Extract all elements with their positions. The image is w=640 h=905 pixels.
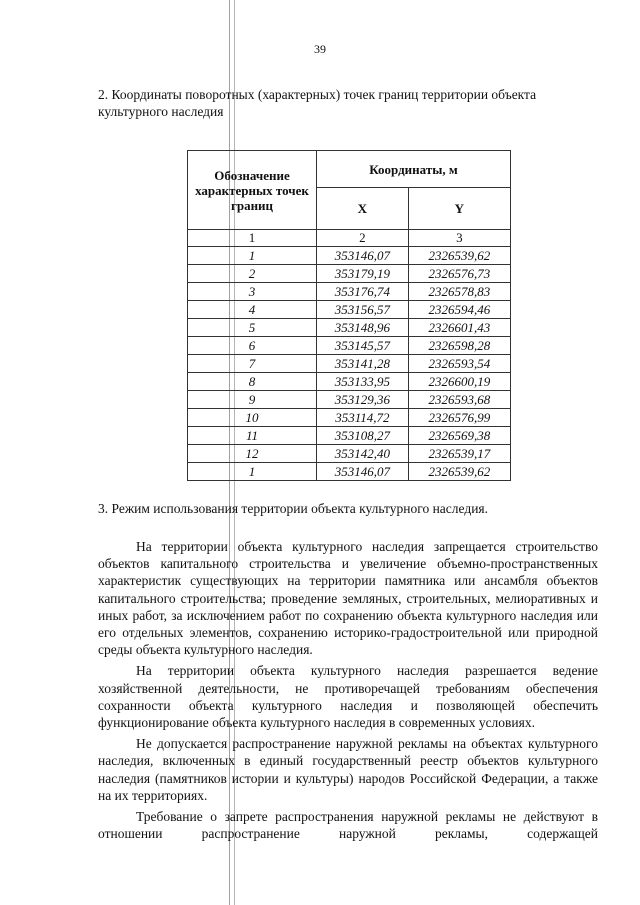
cell-point: 8 — [188, 373, 317, 391]
cell-point: 3 — [188, 283, 317, 301]
paragraph: Требование о запрете распространения наружной рекламы не действуют в отношении распространение наружной рекламы, содержащей — [98, 809, 598, 842]
cell-x: 353179,19 — [317, 265, 409, 283]
cell-y: 2326569,38 — [408, 427, 510, 445]
cell-x: 353108,27 — [317, 427, 409, 445]
cell-point: 11 — [188, 427, 317, 445]
cell-point: 10 — [188, 409, 317, 427]
table-row — [188, 301, 511, 319]
cell-point: 5 — [188, 319, 317, 337]
cell-point: 4 — [188, 301, 317, 319]
header-x: X — [317, 188, 409, 230]
table-row — [188, 427, 511, 445]
table-row — [188, 355, 511, 373]
table-row — [188, 319, 511, 337]
section-3-title: 3. Режим использования территории объекта культурного наследия. — [98, 501, 489, 516]
cell-y: 2326601,43 — [408, 319, 510, 337]
cell-y: 2326539,17 — [408, 445, 510, 463]
header-point-label: Обозначение характерных точек границ — [188, 151, 317, 230]
header-coordinates: Координаты, м — [317, 151, 511, 188]
header-y: Y — [408, 188, 510, 230]
cell-y: 2326593,68 — [408, 391, 510, 409]
paragraph: На территории объекта культурного наследия разрешается ведение хозяйственной деятельности, не противоречащей требованиям обеспечения сохранности объекта культурного наследия и позволяющей обеспечить функционирование объекта культурного наследия в современных условиях. — [98, 663, 598, 731]
cell-point: 9 — [188, 391, 317, 409]
cell-x: 353146,07 — [317, 463, 409, 481]
table-row — [188, 445, 511, 463]
table-row — [188, 409, 511, 427]
cell-point: 6 — [188, 337, 317, 355]
cell-x: 353133,95 — [317, 373, 409, 391]
cell-x: 353129,36 — [317, 391, 409, 409]
cell-point: 1 — [188, 247, 317, 265]
table-row — [188, 373, 511, 391]
numbering-cell: 2 — [317, 230, 409, 247]
cell-y: 2326600,19 — [408, 373, 510, 391]
cell-x: 353146,07 — [317, 247, 409, 265]
paragraph: На территории объекта культурного наследия запрещается строительство объектов капитального строительства и увеличение объемно-пространственных характеристик существующих на территории памятника или ансамбля объектов капитального строительства; проведение земляных, строительных, мелиоративных и иных работ, за исключением работ по сохранению объекта культурного наследия или его отдельных элементов, сохранению историко-градостроительной или природной среды объекта культурного наследия. — [98, 539, 598, 658]
paragraph: Не допускается распространение наружной рекламы на объектах культурного наследия, включенных в единый государственный реестр объектов культурного наследия (памятников истории и культуры) народов Российской Федерации, а также на их территориях. — [98, 736, 598, 803]
cell-y: 2326539,62 — [408, 463, 510, 481]
numbering-row — [188, 230, 511, 247]
table-row — [188, 265, 511, 283]
numbering-cell: 1 — [188, 230, 317, 247]
cell-y: 2326593,54 — [408, 355, 510, 373]
table-row — [188, 337, 511, 355]
cell-point: 7 — [188, 355, 317, 373]
cell-x: 353114,72 — [317, 409, 409, 427]
table-row — [188, 283, 511, 301]
cell-point: 12 — [188, 445, 317, 463]
cell-y: 2326576,99 — [408, 409, 510, 427]
table-row — [188, 247, 511, 265]
regime-text — [98, 538, 598, 846]
coordinates-table — [187, 150, 511, 481]
cell-y: 2326598,28 — [408, 337, 510, 355]
table-row — [188, 391, 511, 409]
cell-x: 353145,57 — [317, 337, 409, 355]
cell-x: 353142,40 — [317, 445, 409, 463]
cell-x: 353156,57 — [317, 301, 409, 319]
cell-point: 1 — [188, 463, 317, 481]
cell-y: 2326594,46 — [408, 301, 510, 319]
cell-x: 353141,28 — [317, 355, 409, 373]
numbering-cell: 3 — [408, 230, 510, 247]
cell-point: 2 — [188, 265, 317, 283]
cell-y: 2326578,83 — [408, 283, 510, 301]
cell-x: 353176,74 — [317, 283, 409, 301]
page-number: 39 — [314, 42, 326, 56]
cell-x: 353148,96 — [317, 319, 409, 337]
cell-y: 2326576,73 — [408, 265, 510, 283]
cell-y: 2326539,62 — [408, 247, 510, 265]
section-2-title: 2. Координаты поворотных (характерных) точек границ территории объекта культурного наследия — [98, 87, 537, 119]
table-row — [188, 463, 511, 481]
